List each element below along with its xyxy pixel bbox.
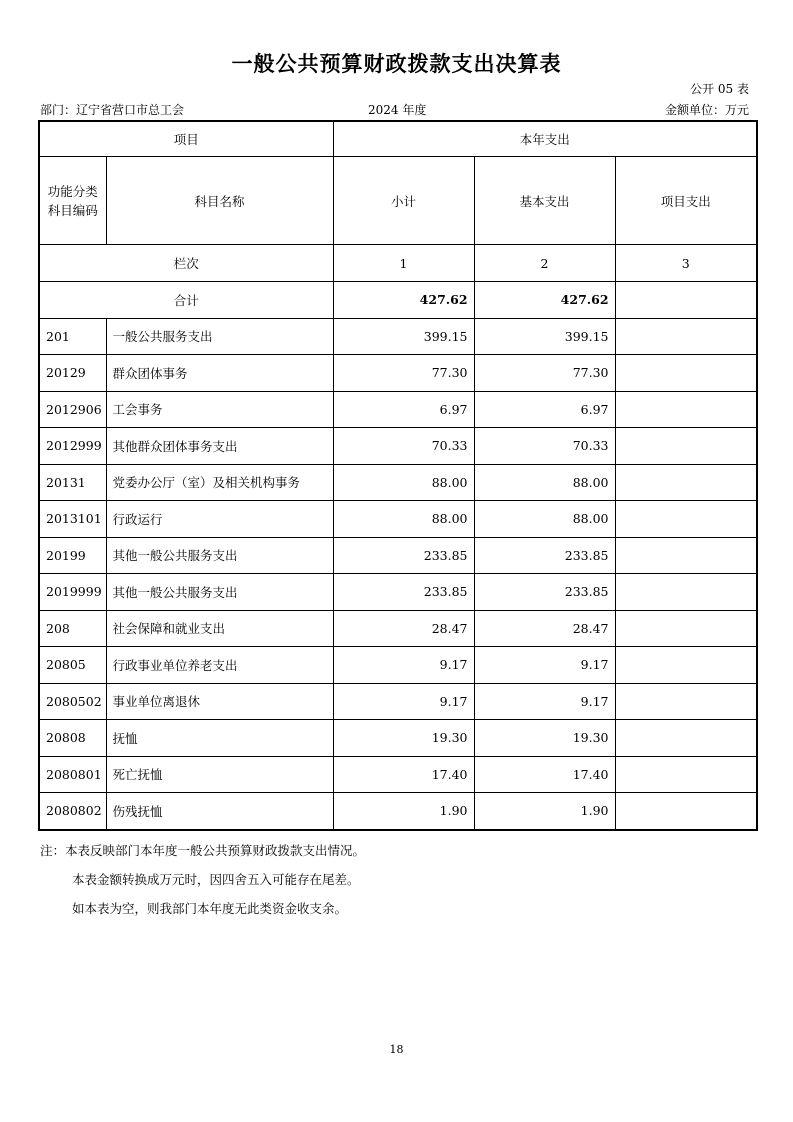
row-subtotal: 1.90 bbox=[333, 793, 474, 830]
row-project bbox=[615, 537, 757, 574]
note-3: 如本表为空，则我部门本年度无此类资金收支余。 bbox=[72, 901, 348, 916]
table-row bbox=[39, 355, 757, 392]
row-basic: 77.30 bbox=[474, 355, 615, 392]
row-name: 其他一般公共服务支出 bbox=[106, 574, 333, 611]
header-subject-name: 科目名称 bbox=[106, 157, 333, 245]
table-row bbox=[39, 428, 757, 465]
department-label: 部门：辽宁省营口市总工会 bbox=[40, 103, 185, 117]
header-basic-expense: 基本支出 bbox=[474, 157, 615, 245]
note-2: 本表金额转换成万元时，因四舍五入可能存在尾差。 bbox=[72, 872, 360, 887]
row-subtotal: 17.40 bbox=[333, 756, 474, 793]
table-row bbox=[39, 793, 757, 830]
row-basic: 6.97 bbox=[474, 391, 615, 428]
row-name: 其他一般公共服务支出 bbox=[106, 537, 333, 574]
row-code: 208 bbox=[39, 610, 106, 647]
row-basic: 233.85 bbox=[474, 574, 615, 611]
row-subtotal: 19.30 bbox=[333, 720, 474, 757]
total-row bbox=[39, 282, 757, 319]
row-subtotal: 28.47 bbox=[333, 610, 474, 647]
row-basic: 1.90 bbox=[474, 793, 615, 830]
table-row bbox=[39, 647, 757, 684]
row-code: 2012999 bbox=[39, 428, 106, 465]
header-project-expense: 项目支出 bbox=[615, 157, 757, 245]
table-row bbox=[39, 683, 757, 720]
row-basic: 19.30 bbox=[474, 720, 615, 757]
note-1: 注：本表反映部门本年度一般公共预算财政拨款支出情况。 bbox=[40, 843, 366, 858]
table-row bbox=[39, 537, 757, 574]
row-basic: 233.85 bbox=[474, 537, 615, 574]
header-code: 功能分类科目编码 bbox=[39, 157, 106, 245]
row-subtotal: 233.85 bbox=[333, 574, 474, 611]
page-number: 18 bbox=[389, 1043, 404, 1056]
row-subtotal: 77.30 bbox=[333, 355, 474, 392]
row-name: 行政事业单位养老支出 bbox=[106, 647, 333, 684]
table-row bbox=[39, 391, 757, 428]
column-index-3: 3 bbox=[615, 245, 757, 282]
row-basic: 70.33 bbox=[474, 428, 615, 465]
year-label: 2024 年度 bbox=[368, 103, 427, 117]
row-code: 2080502 bbox=[39, 683, 106, 720]
row-subtotal: 233.85 bbox=[333, 537, 474, 574]
row-code: 2012906 bbox=[39, 391, 106, 428]
row-subtotal: 88.00 bbox=[333, 501, 474, 538]
header-row-1 bbox=[39, 121, 757, 157]
header-subtotal: 小计 bbox=[333, 157, 474, 245]
row-name: 事业单位离退休 bbox=[106, 683, 333, 720]
table-row bbox=[39, 610, 757, 647]
header-row-2 bbox=[39, 157, 757, 245]
row-basic: 9.17 bbox=[474, 683, 615, 720]
table-row bbox=[39, 756, 757, 793]
row-code: 20129 bbox=[39, 355, 106, 392]
row-name: 工会事务 bbox=[106, 391, 333, 428]
total-basic: 427.62 bbox=[474, 282, 615, 319]
row-basic: 28.47 bbox=[474, 610, 615, 647]
row-project bbox=[615, 318, 757, 355]
notes bbox=[40, 836, 365, 923]
row-subtotal: 9.17 bbox=[333, 647, 474, 684]
row-name: 一般公共服务支出 bbox=[106, 318, 333, 355]
row-project bbox=[615, 391, 757, 428]
row-basic: 17.40 bbox=[474, 756, 615, 793]
column-index-label: 栏次 bbox=[39, 245, 333, 282]
row-name: 其他群众团体事务支出 bbox=[106, 428, 333, 465]
column-index-2: 2 bbox=[474, 245, 615, 282]
total-label: 合计 bbox=[39, 282, 333, 319]
total-project bbox=[615, 282, 757, 319]
row-project bbox=[615, 720, 757, 757]
row-basic: 9.17 bbox=[474, 647, 615, 684]
row-code: 2013101 bbox=[39, 501, 106, 538]
row-project bbox=[615, 793, 757, 830]
row-name: 行政运行 bbox=[106, 501, 333, 538]
row-project bbox=[615, 756, 757, 793]
header-project: 项目 bbox=[39, 121, 333, 157]
row-project bbox=[615, 647, 757, 684]
row-name: 伤残抚恤 bbox=[106, 793, 333, 830]
row-code: 201 bbox=[39, 318, 106, 355]
row-project bbox=[615, 610, 757, 647]
row-code: 20131 bbox=[39, 464, 106, 501]
row-code: 20199 bbox=[39, 537, 106, 574]
row-subtotal: 70.33 bbox=[333, 428, 474, 465]
row-code: 2080801 bbox=[39, 756, 106, 793]
row-name: 死亡抚恤 bbox=[106, 756, 333, 793]
row-subtotal: 88.00 bbox=[333, 464, 474, 501]
row-project bbox=[615, 683, 757, 720]
row-name: 群众团体事务 bbox=[106, 355, 333, 392]
row-subtotal: 399.15 bbox=[333, 318, 474, 355]
row-project bbox=[615, 428, 757, 465]
row-basic: 399.15 bbox=[474, 318, 615, 355]
table-number: 公开 05 表 bbox=[690, 82, 749, 96]
row-basic: 88.00 bbox=[474, 464, 615, 501]
table-row bbox=[39, 720, 757, 757]
row-name: 社会保障和就业支出 bbox=[106, 610, 333, 647]
row-name: 党委办公厅（室）及相关机构事务 bbox=[106, 464, 333, 501]
row-project bbox=[615, 574, 757, 611]
row-code: 20808 bbox=[39, 720, 106, 757]
table-row bbox=[39, 464, 757, 501]
table-row bbox=[39, 574, 757, 611]
total-subtotal: 427.62 bbox=[333, 282, 474, 319]
table-row bbox=[39, 501, 757, 538]
row-subtotal: 6.97 bbox=[333, 391, 474, 428]
row-code: 2080802 bbox=[39, 793, 106, 830]
row-project bbox=[615, 501, 757, 538]
row-project bbox=[615, 355, 757, 392]
row-project bbox=[615, 464, 757, 501]
row-name: 抚恤 bbox=[106, 720, 333, 757]
table-row bbox=[39, 318, 757, 355]
row-subtotal: 9.17 bbox=[333, 683, 474, 720]
unit-label: 金额单位：万元 bbox=[664, 103, 749, 117]
column-index-row bbox=[39, 245, 757, 282]
row-code: 2019999 bbox=[39, 574, 106, 611]
header-current-year-expense: 本年支出 bbox=[333, 121, 757, 157]
expense-table bbox=[38, 120, 758, 831]
row-code: 20805 bbox=[39, 647, 106, 684]
column-index-1: 1 bbox=[333, 245, 474, 282]
row-basic: 88.00 bbox=[474, 501, 615, 538]
page-title: 一般公共预算财政拨款支出决算表 bbox=[231, 52, 562, 76]
